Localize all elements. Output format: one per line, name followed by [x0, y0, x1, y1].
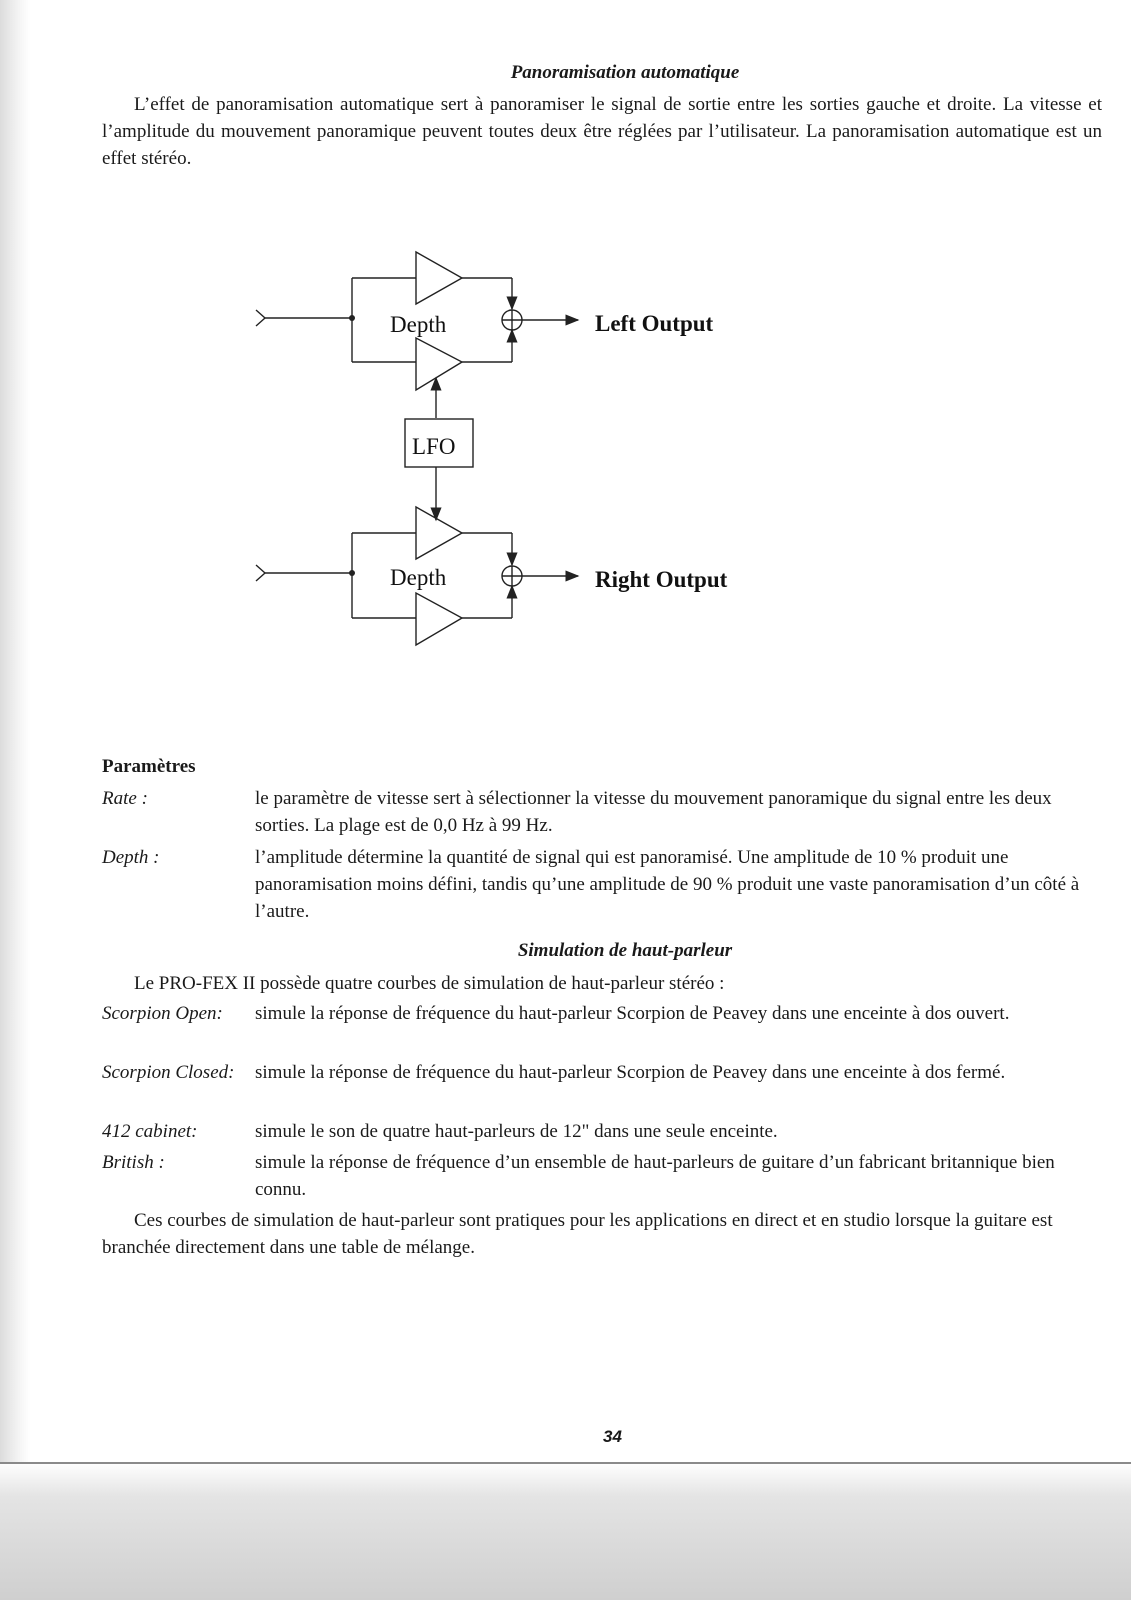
- top-depth-label: Depth: [390, 312, 447, 337]
- speaker-term-british: British :: [102, 1152, 165, 1173]
- speaker-closing: Ces courbes de simulation de haut-parleur sont pratiques pour les applications en direct et en studio lorsque la guitare est branchée directement dans une table de mélange.: [102, 1210, 1053, 1258]
- speaker-desc-scorpion-closed: simule la réponse de fréquence du haut-parleur Scorpion de Peavey dans une enceinte à dos fermé.: [255, 1062, 1006, 1083]
- speaker-desc-scorpion-open: simule la réponse de fréquence du haut-parleur Scorpion de Peavey dans une enceinte à dos ouvert.: [255, 1003, 1010, 1024]
- param-term-depth: Depth :: [102, 847, 160, 868]
- autopan-intro: L’effet de panoramisation automatique sert à panoramiser le signal de sortie entre les sorties gauche et droite. La vitesse et l’amplitude du mouvement panoramique peuvent toutes deux être réglées par l’utilisateur. La panoramisation automatique est un effet stéréo.: [102, 94, 1102, 169]
- speaker-desc-412-cabinet: simule le son de quatre haut-parleurs de 12" dans une seule enceinte.: [255, 1121, 778, 1142]
- params-heading: Paramètres: [102, 756, 196, 777]
- bottom-depth-label: Depth: [390, 565, 447, 590]
- page-number: 34: [603, 1427, 622, 1446]
- speaker-term-412-cabinet: 412 cabinet:: [102, 1121, 198, 1142]
- left-upper-amp: [416, 252, 462, 304]
- right-input-chevron: [256, 565, 265, 581]
- lfo-label: LFO: [412, 434, 456, 459]
- speaker-intro: Le PRO-FEX II possède quatre courbes de simulation de haut-parleur stéréo :: [134, 973, 725, 994]
- left-lower-amp: [416, 338, 462, 390]
- param-desc-rate: le paramètre de vitesse sert à sélectionner la vitesse du mouvement panoramique du signal entre les deux sorties. La plage est de 0,0 Hz à 99 Hz.: [255, 788, 1052, 836]
- speaker-desc-british: simule la réponse de fréquence d’un ensemble de haut-parleurs de guitare d’un fabricant britannique bien connu.: [255, 1152, 1055, 1200]
- right-output-label: Right Output: [595, 567, 728, 592]
- left-output-label: Left Output: [595, 311, 714, 336]
- left-split-dot: [349, 315, 355, 321]
- right-upper-amp: [416, 507, 462, 559]
- param-term-rate: Rate :: [102, 788, 148, 809]
- speaker-term-scorpion-open: Scorpion Open:: [102, 1003, 223, 1024]
- autopan-block-diagram: [0, 0, 1131, 700]
- right-split-dot: [349, 570, 355, 576]
- speaker-term-scorpion-closed: Scorpion Closed:: [102, 1062, 235, 1083]
- scan-bottom-edge: [0, 1462, 1131, 1600]
- speaker-title: Simulation de haut-parleur: [517, 940, 733, 961]
- scan-page-boundary: [0, 1462, 1131, 1464]
- right-lower-amp: [416, 593, 462, 645]
- param-desc-depth: l’amplitude détermine la quantité de signal qui est panoramisé. Une amplitude de 10 % produit une panoramisation moins défini, tandis qu’une amplitude de 90 % produit une vaste panoramisation d’un côté à l’autre.: [255, 847, 1080, 922]
- left-input-chevron: [256, 310, 265, 326]
- autopan-title: Panoramisation automatique: [510, 62, 740, 83]
